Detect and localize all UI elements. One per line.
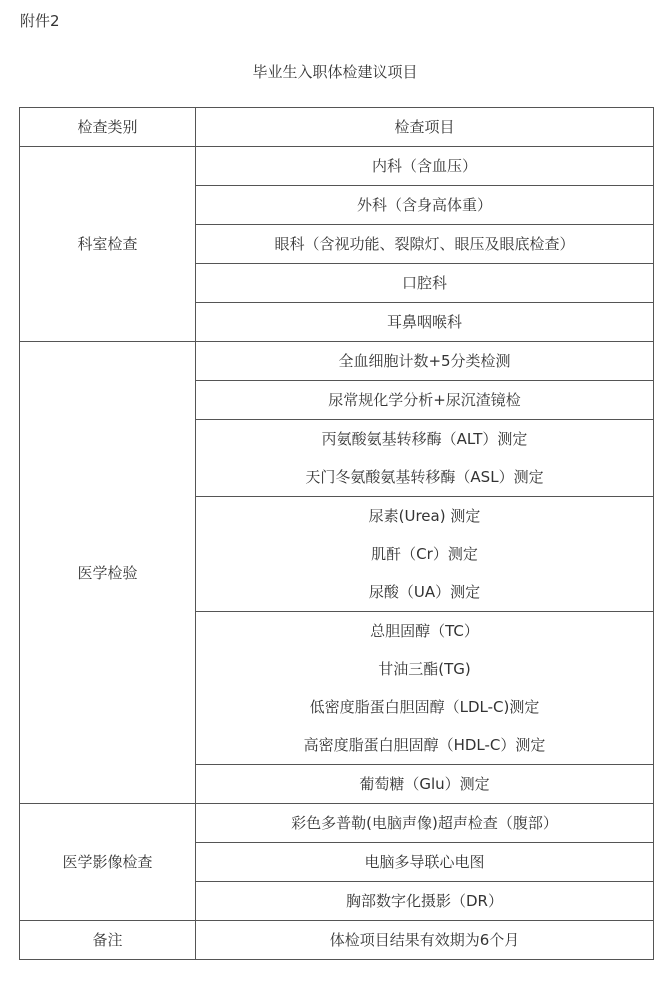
item-cell: 外科（含身高体重） (196, 186, 654, 225)
exam-items-table (19, 107, 654, 960)
attachment-label: 附件2 (20, 12, 60, 30)
item-cell: 葡萄糖（Glu）测定 (196, 765, 654, 804)
item-cell: 总胆固醇（TC） 甘油三酯(TG) 低密度脂蛋白胆固醇（LDL-C)测定 高密度脂蛋白胆固醇（HDL-C）测定 (196, 612, 654, 765)
header-item: 检查项目 (196, 108, 654, 147)
table-row (20, 804, 654, 843)
item-cell: 尿素(Urea) 测定 肌酐（Cr）测定 尿酸（UA）测定 (196, 497, 654, 612)
item-cell: 体检项目结果有效期为6个月 (196, 921, 654, 960)
item-cell: 胸部数字化摄影（DR） (196, 882, 654, 921)
item-cell: 口腔科 (196, 264, 654, 303)
table-header-row (20, 108, 654, 147)
item-cell: 眼科（含视功能、裂隙灯、眼压及眼底检查） (196, 225, 654, 264)
item-cell: 尿常规化学分析+尿沉渣镜检 (196, 381, 654, 420)
document-title: 毕业生入职体检建议项目 (252, 63, 418, 81)
item-cell: 耳鼻咽喉科 (196, 303, 654, 342)
item-cell: 彩色多普勒(电脑声像)超声检查（腹部） (196, 804, 654, 843)
table-row (20, 147, 654, 186)
item-cell: 全血细胞计数+5分类检测 (196, 342, 654, 381)
category-cell: 医学检验 (20, 342, 196, 804)
item-cell: 内科（含血压） (196, 147, 654, 186)
category-cell: 备注 (20, 921, 196, 960)
header-category: 检查类别 (20, 108, 196, 147)
category-cell: 医学影像检查 (20, 804, 196, 921)
item-cell: 丙氨酸氨基转移酶（ALT）测定 天门冬氨酸氨基转移酶（ASL）测定 (196, 420, 654, 497)
table-row (20, 342, 654, 381)
item-cell: 电脑多导联心电图 (196, 843, 654, 882)
category-cell: 科室检查 (20, 147, 196, 342)
table-row (20, 921, 654, 960)
